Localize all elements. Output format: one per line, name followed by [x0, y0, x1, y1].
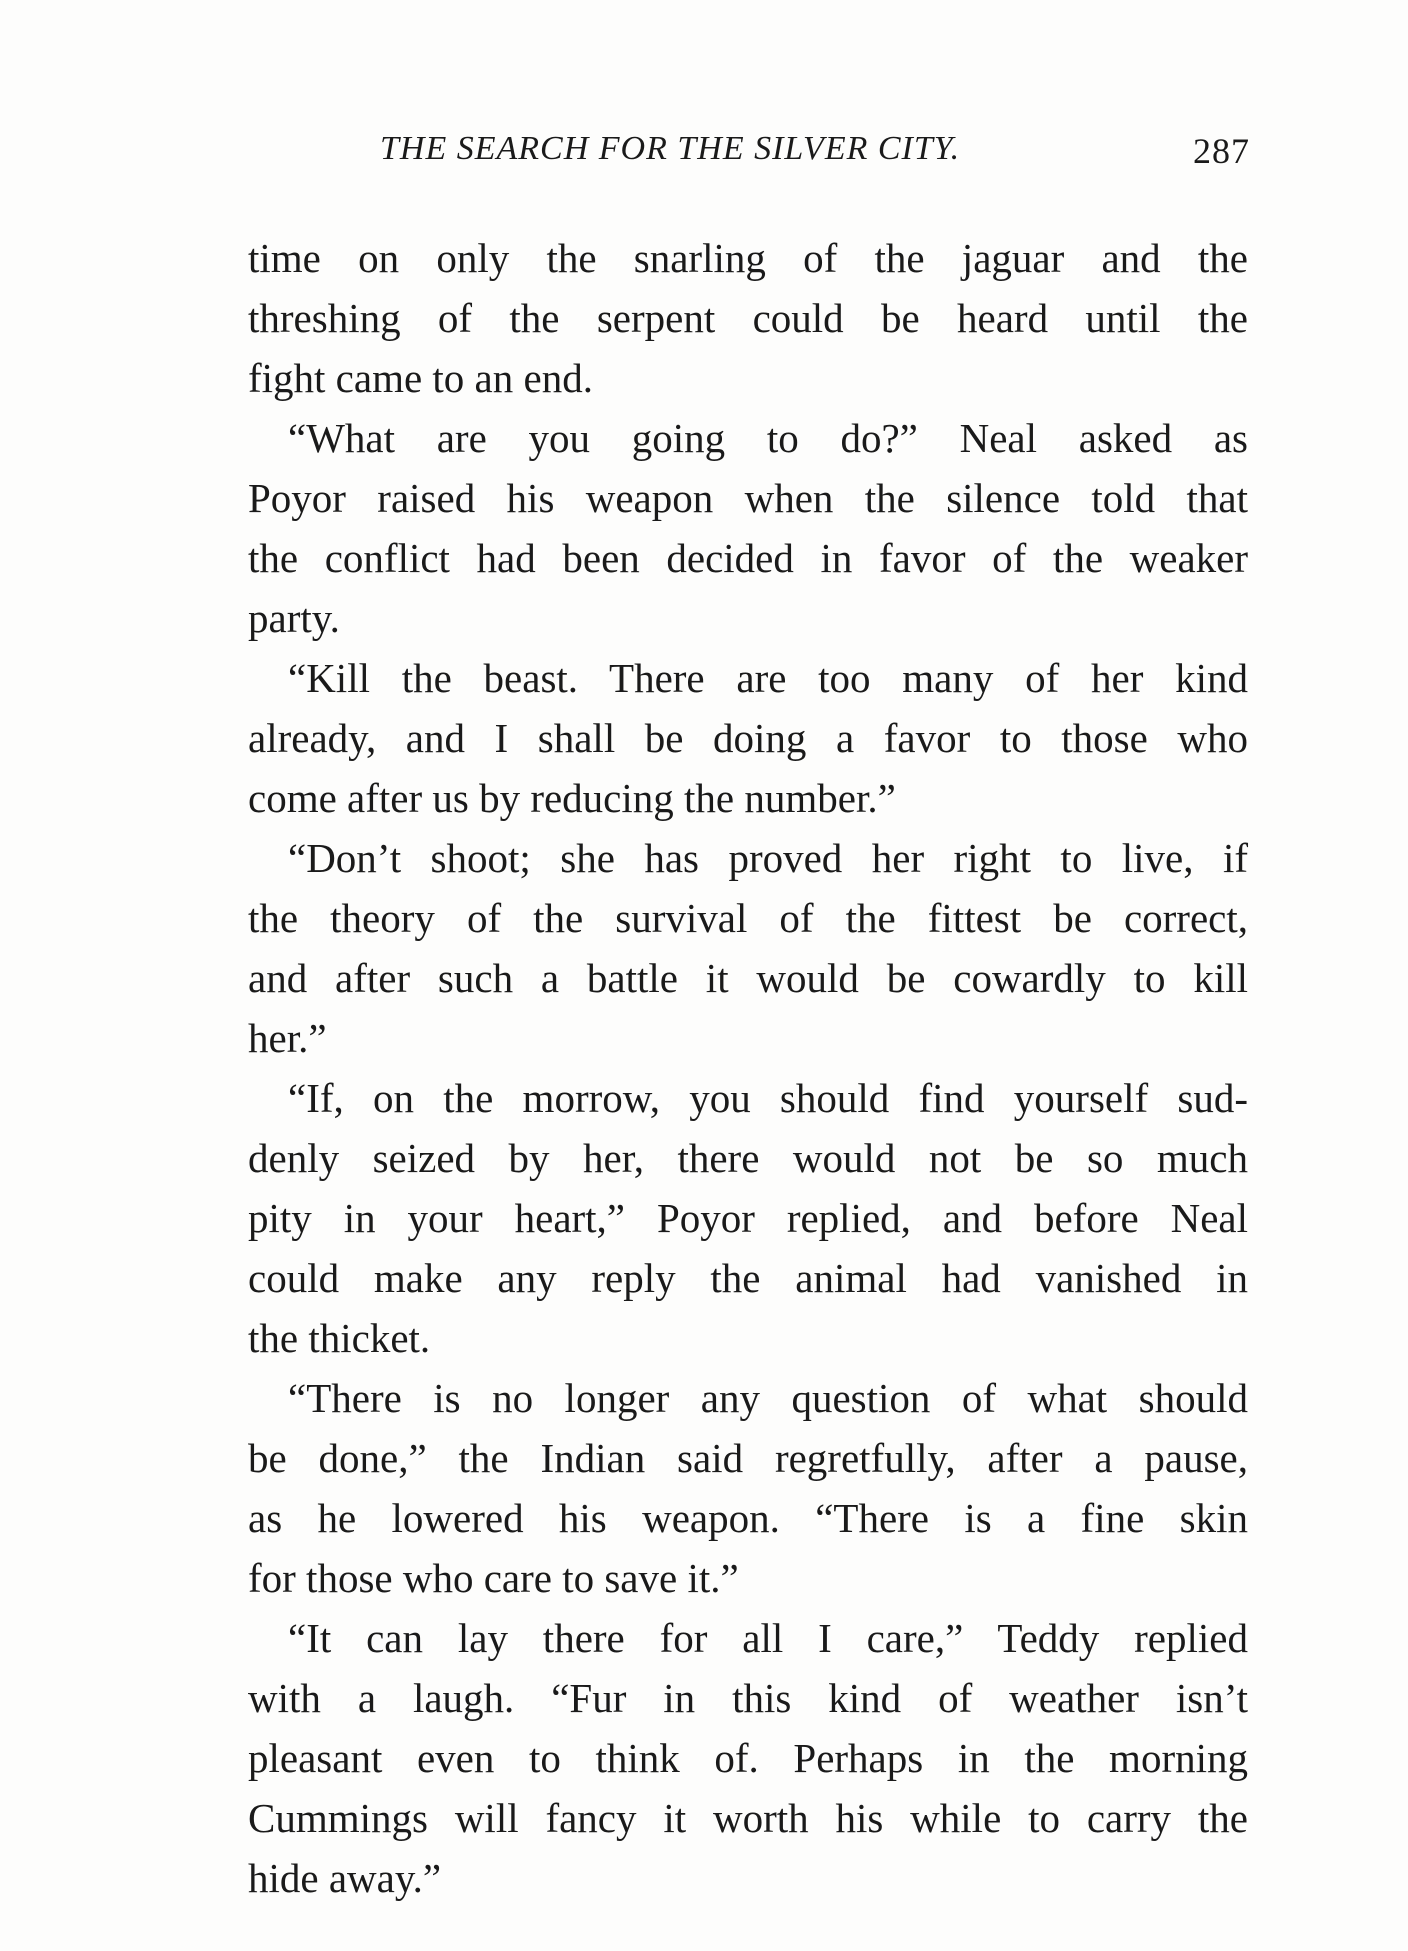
text-line: “Kill the beast. There are too many of her kind	[288, 655, 1248, 701]
running-title: THE SEARCH FOR THE SILVER CITY.	[380, 130, 961, 167]
text-line: threshing of the serpent could be heard until the	[248, 295, 1248, 341]
text-line: be done,” the Indian said regretfully, after a pause,	[248, 1435, 1248, 1481]
text-line: party.	[248, 595, 340, 641]
text-line: the theory of the survival of the fittest be correct,	[248, 895, 1248, 941]
page-number: 287	[1193, 131, 1250, 171]
paragraph	[248, 1368, 1248, 1608]
text-line: time on only the snarling of the jaguar and the	[248, 235, 1248, 281]
text-line: and after such a battle it would be cowardly to kill	[248, 955, 1248, 1001]
text-line: “There is no longer any question of what should	[288, 1375, 1248, 1421]
text-line: “If, on the morrow, you should find yourself sud-	[288, 1075, 1248, 1121]
text-line: Poyor raised his weapon when the silence told that	[248, 475, 1248, 521]
text-line: for those who care to save it.”	[248, 1555, 739, 1601]
text-line: Cummings will fancy it worth his while to carry the	[248, 1795, 1248, 1841]
text-line: with a laugh. “Fur in this kind of weather isn’t	[248, 1675, 1248, 1721]
text-line: pleasant even to think of. Perhaps in the morning	[248, 1735, 1248, 1781]
text-line: fight came to an end.	[248, 355, 593, 401]
text-line: come after us by reducing the number.”	[248, 775, 896, 821]
text-line: the thicket.	[248, 1315, 431, 1361]
text-line: her.”	[248, 1015, 327, 1061]
paragraph	[248, 1068, 1248, 1368]
body-text	[248, 228, 1248, 1908]
text-line: “Don’t shoot; she has proved her right to live, if	[288, 835, 1248, 881]
text-line: as he lowered his weapon. “There is a fine skin	[248, 1495, 1248, 1541]
text-line: the conflict had been decided in favor of the weaker	[248, 535, 1248, 581]
text-line: “It can lay there for all I care,” Teddy replied	[288, 1615, 1248, 1661]
paragraph	[248, 228, 1248, 408]
paragraph	[248, 1608, 1248, 1908]
text-line: pity in your heart,” Poyor replied, and before Neal	[248, 1195, 1248, 1241]
text-line: hide away.”	[248, 1855, 442, 1901]
paragraph	[248, 408, 1248, 648]
running-head	[380, 130, 1250, 180]
text-line: already, and I shall be doing a favor to those who	[248, 715, 1248, 761]
paragraph	[248, 828, 1248, 1068]
paragraph	[248, 648, 1248, 828]
text-line: denly seized by her, there would not be so much	[248, 1135, 1248, 1181]
text-line: could make any reply the animal had vanished in	[248, 1255, 1248, 1301]
text-line: “What are you going to do?” Neal asked as	[288, 415, 1248, 461]
